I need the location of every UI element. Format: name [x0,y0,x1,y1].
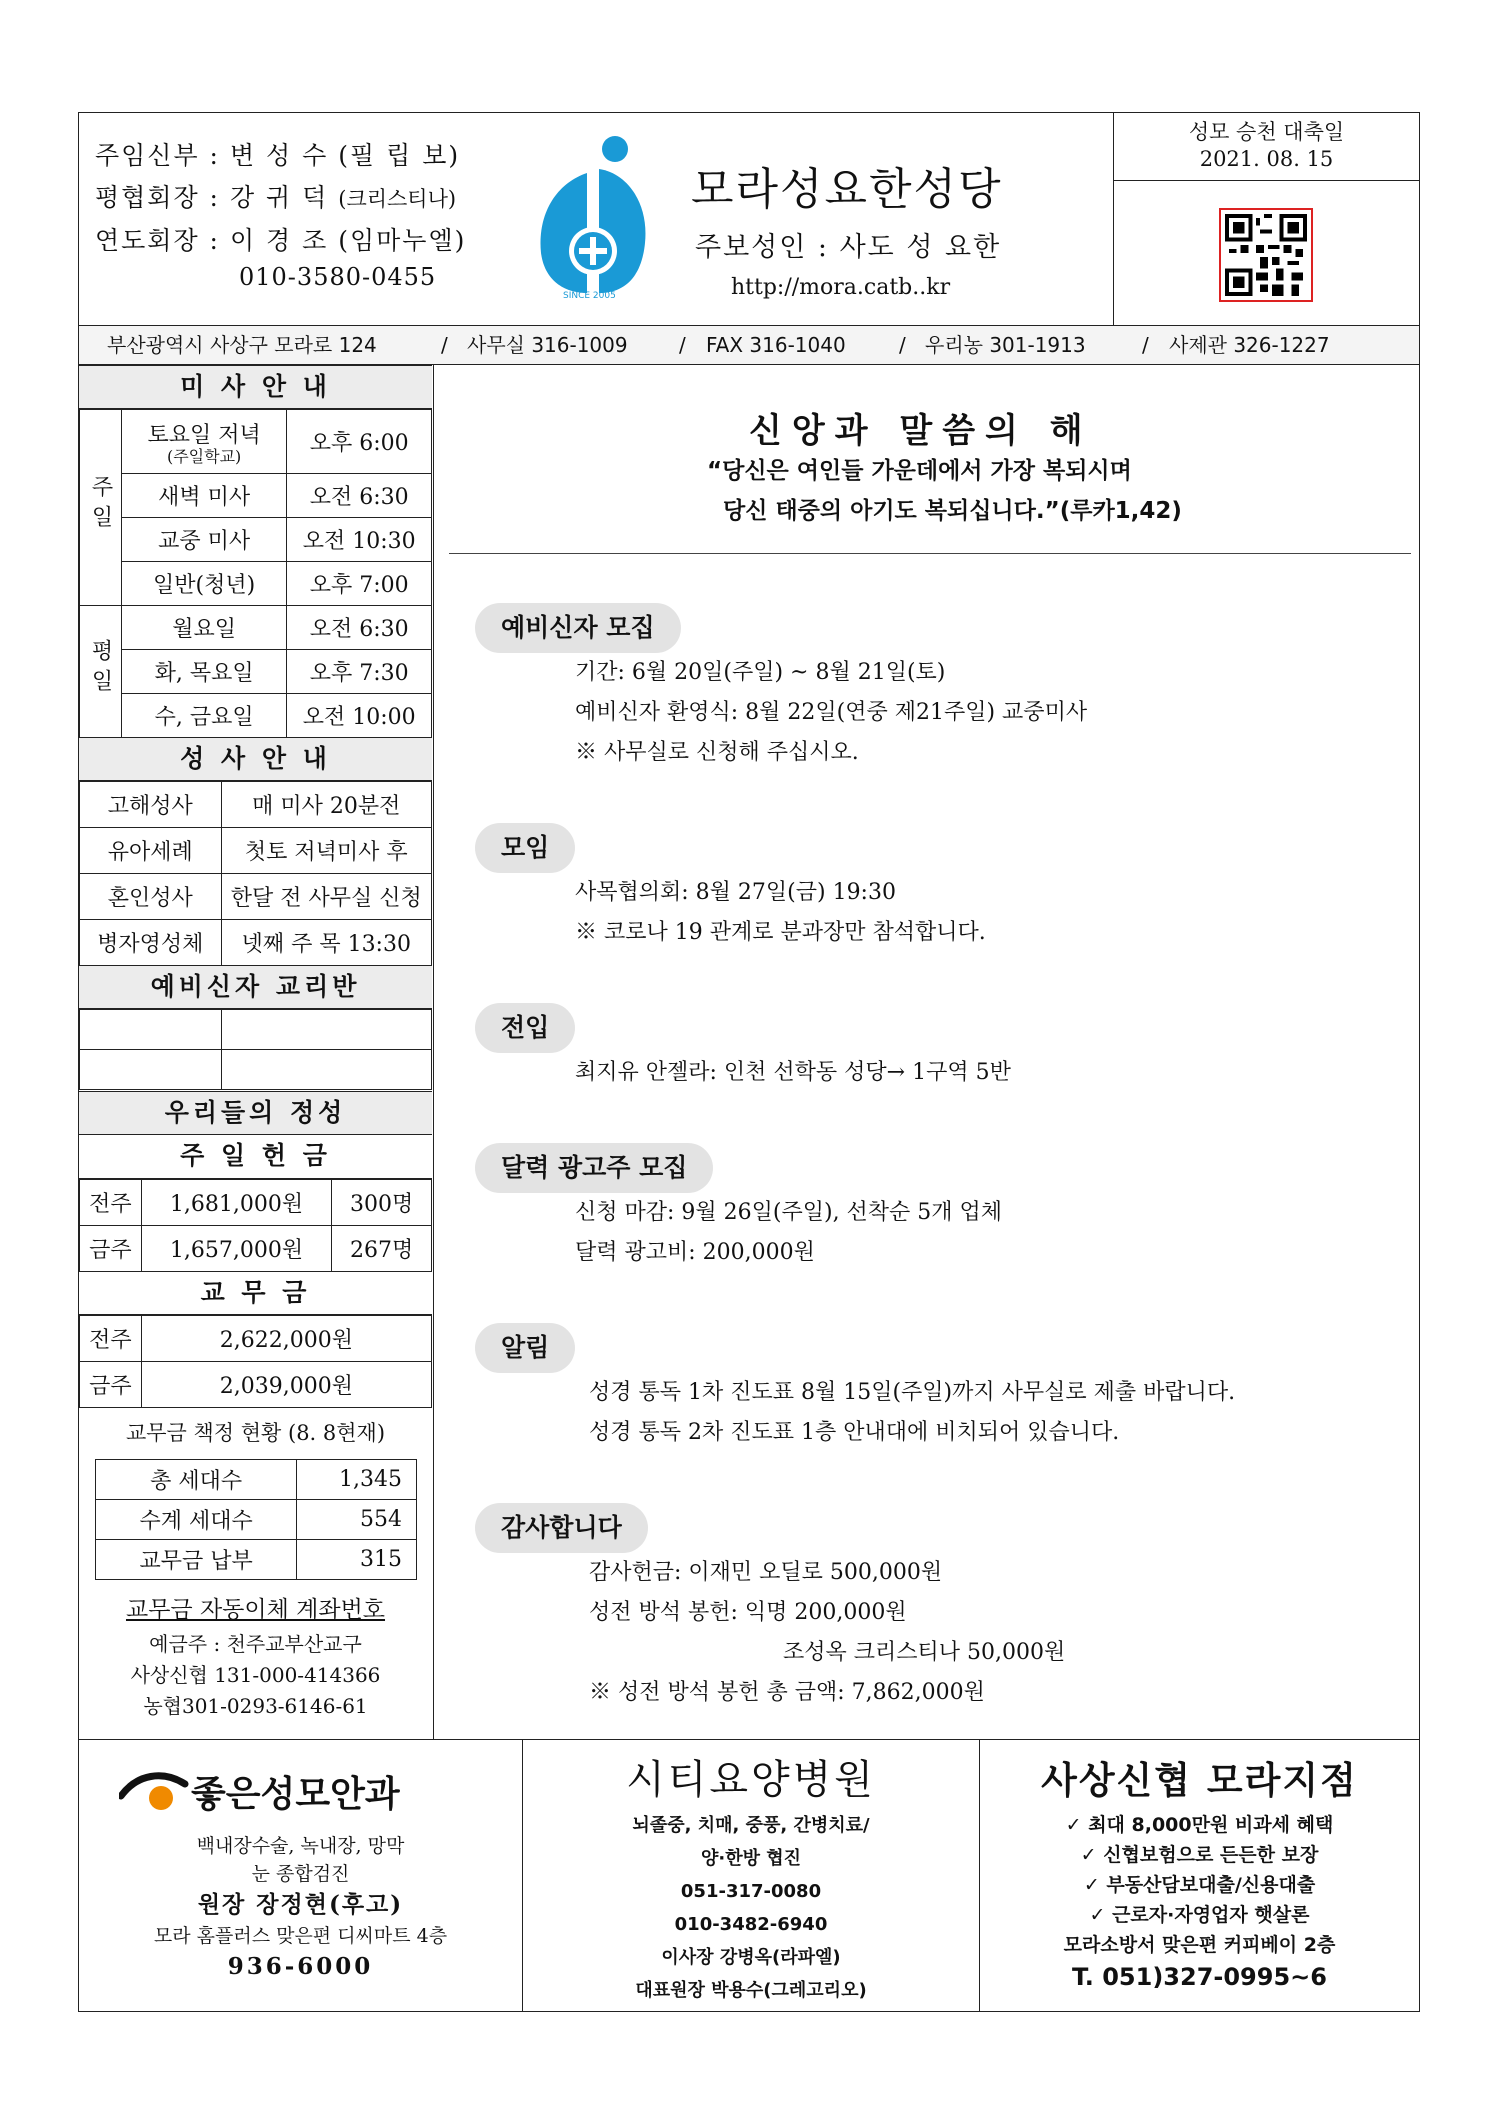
staff-row: 주임신부 : 변 성 수 (필 립 보) [95,141,461,170]
theme-title: 신앙과 말씀의 해 [749,411,1093,451]
parish-name: 모라성요한성당 [691,164,1003,215]
section-title-calendar-ads: 달력 광고주 모집 [475,1143,713,1193]
table-row [80,410,432,474]
account-number: 농협301-0293-6146-61 [143,1694,368,1718]
divider [1113,181,1114,325]
section-line: 사목협의회: 8월 27일(금) 19:30 [575,880,896,905]
eye-clinic-name: 좋은성모안과 [191,1774,400,1815]
qr-code-icon[interactable] [1219,208,1313,302]
section-line: ※ 코로나 19 관계로 분과장만 참석합니다. [575,920,986,945]
rectory-phone: 사제관 326-1227 [1169,333,1330,357]
ad-hospital [523,1740,979,2012]
section-line: 성경 통독 1차 진도표 8월 15일(주일)까지 사무실로 제출 바랍니다. [589,1380,1236,1405]
bulletin-date: 2021. 08. 15 [1199,147,1334,171]
table-row: 화, 목요일 오후 7:30 [80,650,432,694]
theme-quote: “당신은 여인들 가운데에서 가장 복되시며 당신 태중의 아기도 복되십니다.”(루카1,42) [707,458,1182,524]
section-line: 조성옥 크리스티나 50,000원 [783,1640,1066,1665]
staff-row: 평협회장 : 강 귀 덕 (크리스티나) [95,183,457,212]
feast-name: 성모 승천 대축일 [1188,120,1345,144]
section-line: ※ 성전 방석 봉헌 총 금액: 7,862,000원 [589,1680,985,1705]
mass-name-cell: 토요일 저녁 (주일학교) [121,410,286,474]
weekday-label-cell [80,606,122,738]
mass-schedule-title: 미 사 안 내 [79,365,432,409]
table-row: 금주 2,039,000원 [80,1362,432,1408]
credit-union-info: ✓ 최대 8,000만원 비과세 혜택 ✓ 신협보험으로 든든한 보장 ✓ 부동산담보대출/신용대출 ✓ 근로자·자영업자 햇살론 모라소방서 맞은편 커피베이 2층 T. 051)327-0995~6 [1063,1814,1336,1991]
sunday-offering-title: 주 일 헌 금 [79,1135,432,1179]
separator: / [899,333,906,357]
table-row: 병자영성체 넷째 주 목 13:30 [80,920,432,966]
separator: / [679,333,686,357]
account-lines [79,1629,432,1722]
sunday-offering-table [79,1179,432,1272]
hospital-name: 시티요양병원 [626,1757,876,1803]
bulletin-page [78,112,1420,2012]
hospital-info: 뇌졸중, 치매, 중풍, 간병치료/ 양·한방 협진 051-317-0080 010-3482-6940 이사장 강병옥(라파엘) 대표원장 박용수(그레고리오) [632,1815,870,2001]
urirnong-phone: 우리농 301-1913 [925,333,1086,357]
address-bar [79,325,1419,365]
table-row: 평일 월요일 오전 6:30 [80,606,432,650]
ad-eye-clinic [79,1740,522,2012]
account-title: 교무금 자동이체 계좌번호 [125,1597,386,1623]
address: 부산광역시 사상구 모라로 124 [107,333,377,357]
eye-clinic-logo-icon [119,1766,189,1816]
section-title-meeting: 모임 [475,823,575,873]
sacraments-title: 성 사 안 내 [79,737,432,781]
table-row: 교무금 납부 315 [96,1540,417,1580]
table-row: 수, 금요일 오전 10:00 [80,694,432,738]
offerings-title: 우리들의 정성 [79,1091,432,1135]
staff-list [95,135,466,262]
divider [449,553,1411,554]
dues-table [79,1315,432,1408]
credit-union-name: 사상신협 모라지점 [1041,1759,1358,1802]
table-row [80,1050,432,1090]
section-title-transfer: 전입 [475,1003,575,1053]
table-row: 전주 1,681,000원 300명 [80,1180,432,1226]
table-row [80,1010,432,1050]
catechumen-class-table [79,1009,432,1090]
sunday-label: 주일 [87,474,113,535]
mass-time-cell: 오후 6:00 [287,410,432,474]
account-number: 사상신협 131-000-414366 [130,1663,381,1687]
section-title-notice: 알림 [475,1323,575,1373]
table-row: 수계 세대수 554 [96,1500,417,1540]
table-row: 총 세대수 1,345 [96,1460,417,1500]
catechumen-class-title: 예비신자 교리반 [79,965,432,1009]
section-line: 달력 광고비: 200,000원 [575,1240,815,1265]
ad-credit-union [980,1740,1419,2012]
separator: / [441,333,448,357]
separator: / [1142,333,1149,357]
table-row: 금주 1,657,000원 267명 [80,1226,432,1272]
dues-title: 교 무 금 [79,1271,432,1315]
section-line: 성전 방석 봉헌: 익명 200,000원 [589,1600,907,1625]
section-title-thanks: 감사합니다 [475,1503,648,1553]
section-line: ※ 사무실로 신청해 주십시오. [575,740,859,765]
eye-clinic-info: 백내장수술, 녹내장, 망막 눈 종합검진 원장 장정현(후고) 모라 홈플러스 맞은편 디씨마트 4층 936-6000 [153,1835,448,1980]
table-row: 전주 2,622,000원 [80,1316,432,1362]
table-row: 새벽 미사 오전 6:30 [80,474,432,518]
dues-status-table [95,1459,417,1580]
weekday-label: 평일 [87,638,113,699]
parish-url[interactable]: http://mora.catb..kr [731,275,951,300]
staff-row: 연도회장 : 이 경 조 (임마누엘) [95,226,467,255]
section-line: 최지유 안젤라: 인천 선학동 성당→ 1구역 5반 [575,1060,1011,1085]
section-line: 기간: 6월 20일(주일) ~ 8월 21일(토) [575,660,946,685]
table-row: 교중 미사 오전 10:30 [80,518,432,562]
table-row: 고해성사 매 미사 20분전 [80,782,432,828]
feast-date-box [1113,113,1419,181]
table-row: 유아세례 첫토 저녁미사 후 [80,828,432,874]
logo-since-text: SINCE 2005 [563,291,616,301]
patron-saint: 주보성인 : 사도 성 요한 [695,232,1002,263]
table-row: 일반(청년) 오후 7:00 [80,562,432,606]
left-column [79,365,434,1739]
office-phone: 사무실 316-1009 [467,333,628,357]
sacraments-table [79,781,432,966]
section-line: 예비신자 환영식: 8월 22일(연중 제21주일) 교중미사 [575,700,1088,725]
section-title-recruitment: 예비신자 모집 [475,603,681,653]
mass-schedule-table [79,409,432,738]
fax: FAX 316-1040 [706,333,846,357]
section-line: 성경 통독 2차 진도표 1층 안내대에 비치되어 있습니다. [589,1420,1120,1445]
account-holder: 예금주 : 천주교부산교구 [149,1632,362,1656]
section-line: 감사헌금: 이재민 오딜로 500,000원 [589,1560,943,1585]
section-line: 신청 마감: 9월 26일(주일), 선착순 5개 업체 [575,1200,1003,1225]
sunday-label-cell [80,410,122,606]
table-row: 혼인성사 한달 전 사무실 신청 [80,874,432,920]
parish-logo-icon [527,133,657,303]
footer-ads [79,1739,1419,2012]
contact-phone: 010-3580-0455 [239,263,437,291]
dues-status-title: 교무금 책정 현황 (8. 8현재) [125,1421,386,1445]
